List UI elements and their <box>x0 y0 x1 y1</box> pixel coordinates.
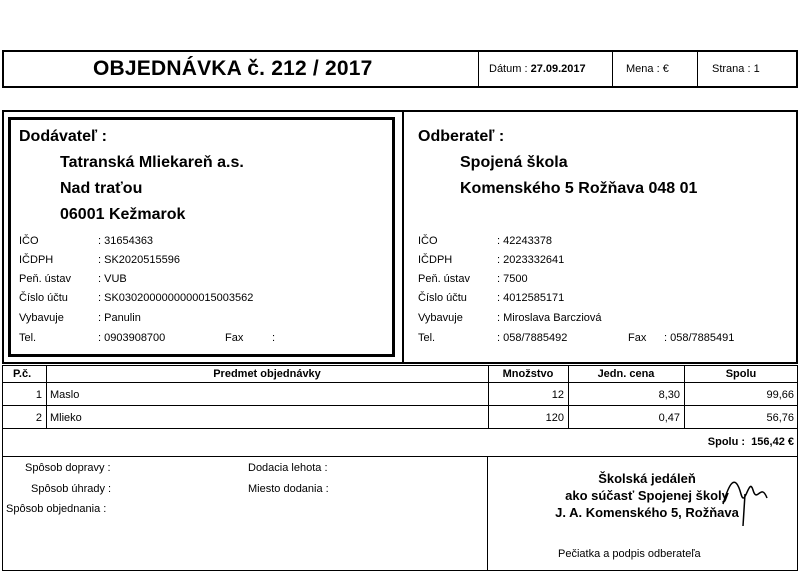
row-total: 56,76 <box>766 412 794 424</box>
header-divider <box>612 51 613 87</box>
sum-label: Spolu : <box>707 436 746 448</box>
page-number-field <box>712 63 760 75</box>
supplier-label-handler: Vybavuje <box>19 312 64 324</box>
supplier-label-tel: Tel. <box>19 332 37 344</box>
supplier-value-fax: : <box>272 332 276 344</box>
supplier-city: 06001 Kežmarok <box>60 206 186 223</box>
customer-value-tel: : 058/7885492 <box>497 332 568 344</box>
page-value: 1 <box>753 63 760 75</box>
header-divider <box>697 51 698 87</box>
customer-value-account: : 4012585171 <box>497 292 565 304</box>
date-label: Dátum : <box>489 63 528 75</box>
customer-heading: Odberateľ : <box>418 128 505 145</box>
stamp-caption: Pečiatka a podpis odberateľa <box>558 548 701 560</box>
stamp-line: ako súčasť Spojenej školy <box>565 488 729 503</box>
table-row-line <box>2 428 798 429</box>
supplier-label-fax: Fax <box>225 332 244 344</box>
transport-method: Spôsob dopravy : <box>25 462 111 474</box>
table-header-line <box>2 382 798 383</box>
col-header-item: Predmet objednávky <box>213 368 321 380</box>
row-price: 0,47 <box>658 412 680 424</box>
table-row-line <box>2 405 798 406</box>
supplier-label-icdph: IČDPH <box>19 254 54 266</box>
customer-value-bank: : 7500 <box>497 273 528 285</box>
row-total: 99,66 <box>766 389 794 401</box>
supplier-label-ico: IČO <box>19 235 39 247</box>
customer-value-handler: : Miroslava Barcziová <box>497 312 602 324</box>
date-field <box>489 63 586 75</box>
row-qty: 120 <box>545 412 564 424</box>
row-qty: 12 <box>551 389 564 401</box>
sum-field <box>600 436 794 448</box>
customer-label-tel: Tel. <box>418 332 436 344</box>
supplier-value-handler: : Panulin <box>98 312 141 324</box>
supplier-value-ico: : 31654363 <box>98 235 154 247</box>
supplier-value-icdph: : SK2020515596 <box>98 254 180 266</box>
supplier-value-account: : SK0302000000000015003562 <box>98 292 254 304</box>
customer-label-fax: Fax <box>628 332 647 344</box>
delivery-deadline: Dodacia lehota : <box>248 462 328 474</box>
customer-label-account: Číslo účtu <box>418 292 467 304</box>
stamp-line: Školská jedáleň <box>598 471 696 486</box>
customer-value-icdph: : 2023332641 <box>497 254 565 266</box>
currency-value: € <box>662 63 669 75</box>
currency-field <box>626 63 669 75</box>
customer-label-bank: Peň. ústav <box>418 273 470 285</box>
signature-icon <box>715 464 775 534</box>
date-value: 27.09.2017 <box>530 63 586 75</box>
customer-address: Komenského 5 Rožňava 048 01 <box>460 180 698 197</box>
col-header-price: Jedn. cena <box>597 368 655 380</box>
customer-label-handler: Vybavuje <box>418 312 463 324</box>
footer-divider <box>487 457 488 571</box>
payment-method: Spôsob úhrady : <box>31 483 112 495</box>
supplier-label-bank: Peň. ústav <box>19 273 71 285</box>
customer-label-ico: IČO <box>418 235 438 247</box>
row-price: 8,30 <box>658 389 680 401</box>
row-item: Mlieko <box>50 412 82 424</box>
row-number: 1 <box>35 389 42 401</box>
sum-value: 156,42 € <box>751 436 794 448</box>
supplier-name: Tatranská Mliekareň a.s. <box>60 154 244 171</box>
supplier-box <box>8 117 395 357</box>
parties-divider <box>402 111 404 363</box>
col-header-no: P.č. <box>13 368 32 380</box>
supplier-label-account: Číslo účtu <box>19 292 68 304</box>
page-label: Strana : <box>712 63 751 75</box>
col-header-total: Spolu <box>725 368 757 380</box>
supplier-value-tel: : 0903908700 <box>98 332 166 344</box>
customer-value-fax: : 058/7885491 <box>664 332 735 344</box>
supplier-heading: Dodávateľ : <box>19 128 107 145</box>
order-method: Spôsob objednania : <box>6 503 107 515</box>
header-divider <box>478 51 479 87</box>
supplier-value-bank: : VUB <box>98 273 127 285</box>
row-item: Maslo <box>50 389 80 401</box>
stamp-line: J. A. Komenského 5, Rožňava <box>555 505 739 520</box>
customer-label-icdph: IČDPH <box>418 254 453 266</box>
customer-value-ico: : 42243378 <box>497 235 553 247</box>
page-title: OBJEDNÁVKA č. 212 / 2017 <box>93 57 373 80</box>
delivery-place: Miesto dodania : <box>248 483 329 495</box>
currency-label: Mena : <box>626 63 660 75</box>
supplier-street: Nad traťou <box>60 180 143 197</box>
col-header-qty: Množstvo <box>502 368 554 380</box>
customer-name: Spojená škola <box>460 154 568 171</box>
row-number: 2 <box>35 412 42 424</box>
